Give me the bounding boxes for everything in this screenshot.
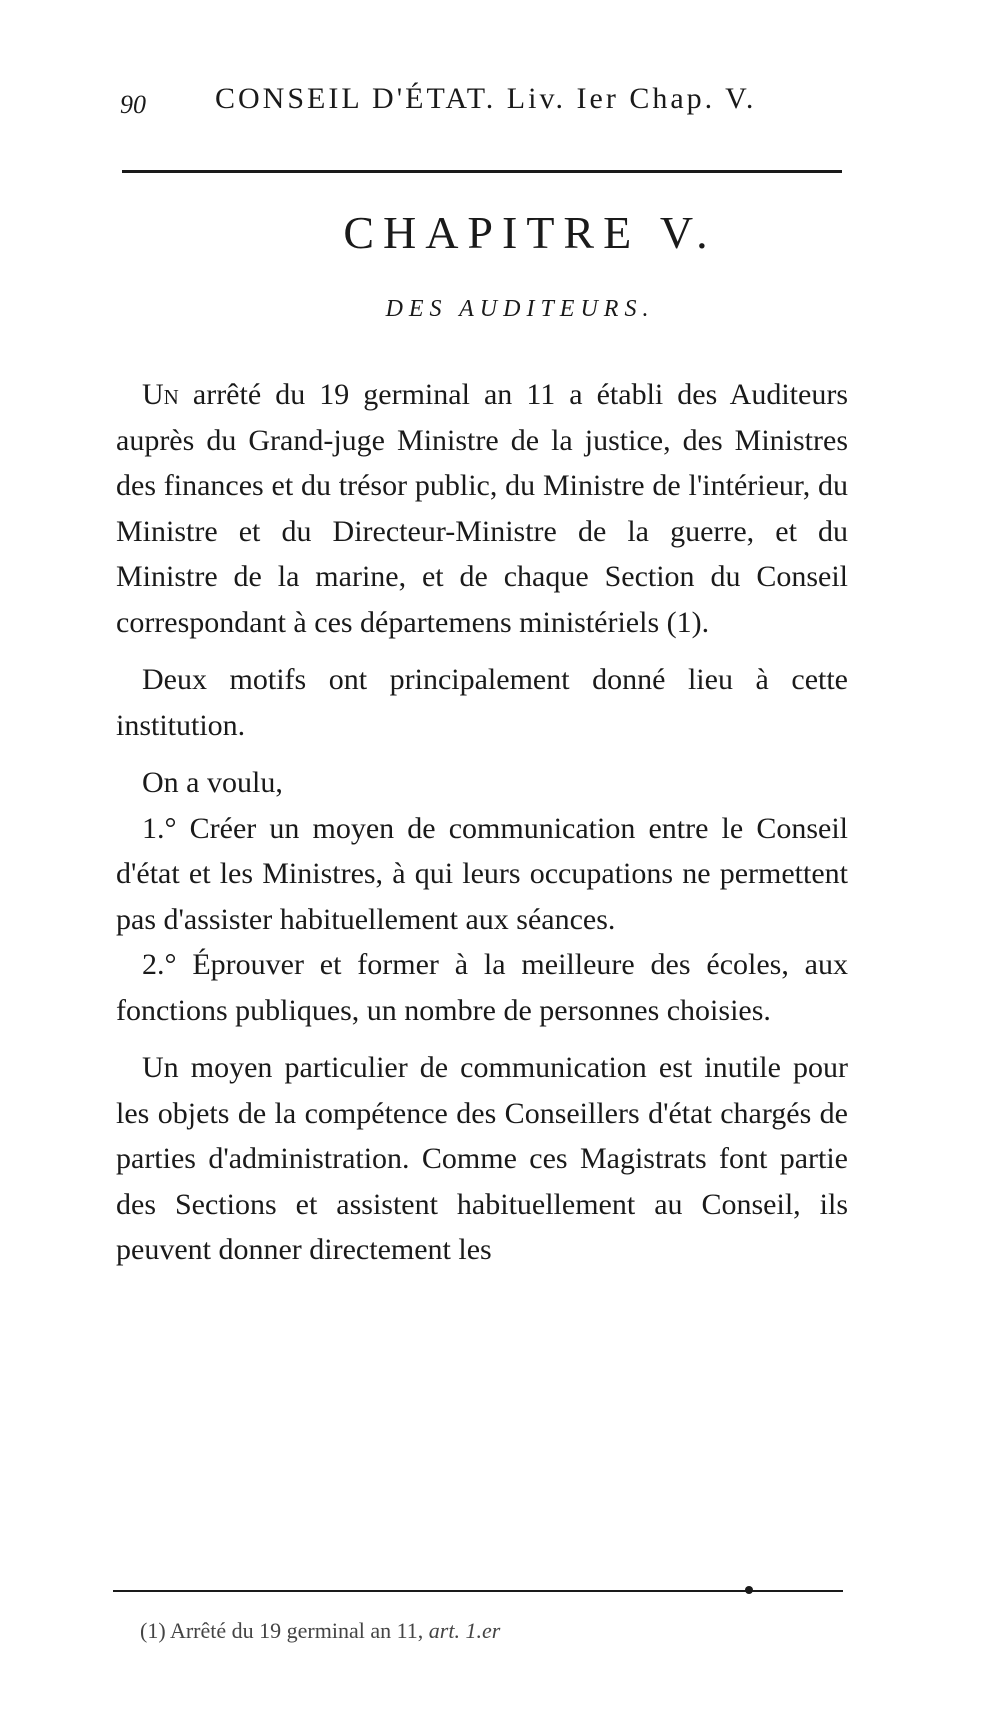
header-rule: [122, 170, 842, 173]
running-title: CONSEIL D'ÉTAT. Liv. Ier Chap. V.: [215, 82, 757, 115]
page-number: 90: [120, 90, 146, 119]
paragraph-lead: Un: [142, 378, 179, 411]
chapter-title: CHAPITRE V.: [343, 207, 717, 258]
paragraph-text: Deux motifs ont principalement donné lieu à cette institution.: [116, 663, 848, 742]
paragraph: [116, 942, 848, 1033]
footnote-rule: [113, 1590, 843, 1592]
paragraph-text: 1.° Créer un moyen de communication entre le Conseil d'état et les Ministres, à qui leurs occupations ne permettent pas d'assister habituellement aux séances.: [116, 811, 848, 936]
rule-ornament: [745, 1586, 753, 1594]
paragraph: [116, 372, 848, 645]
paragraph: [116, 760, 848, 806]
paragraph: [116, 806, 848, 943]
footnote-marker: (1): [140, 1618, 166, 1643]
footnote: [140, 1618, 740, 1644]
section-title: DES AUDITEURS.: [385, 296, 655, 322]
paragraph-text: On a voulu,: [142, 766, 283, 799]
paragraph: [116, 657, 848, 748]
footnote-citation: art. 1.er: [428, 1618, 501, 1643]
paragraph-text: arrêté du 19 germinal an 11 a établi des Auditeurs auprès du Grand-juge Ministre de la justice, des Ministres des finances et du trésor public, du Ministre de l'intérieur, du Ministre et du Directeur-Ministre de la guerre, et du Ministre de la marine, et de chaque Section du Conseil correspondant à ces départemens ministériels (1).: [116, 378, 848, 639]
paragraph-text: Un moyen particulier de communication est inutile pour les objets de la compétence des Conseillers d'état chargés de parties d'administration. Comme ces Magistrats font partie des Sections et assistent habituellement au Conseil, ils peuvent donner directement les: [116, 1051, 848, 1266]
paragraph: [116, 1045, 848, 1273]
footnote-text: Arrêté du 19 germinal an 11,: [169, 1618, 424, 1643]
body-text: [116, 372, 848, 1273]
paragraph-text: 2.° Éprouver et former à la meilleure des écoles, aux fonctions publiques, un nombre de personnes choisies.: [116, 948, 848, 1027]
running-head: [120, 82, 840, 122]
